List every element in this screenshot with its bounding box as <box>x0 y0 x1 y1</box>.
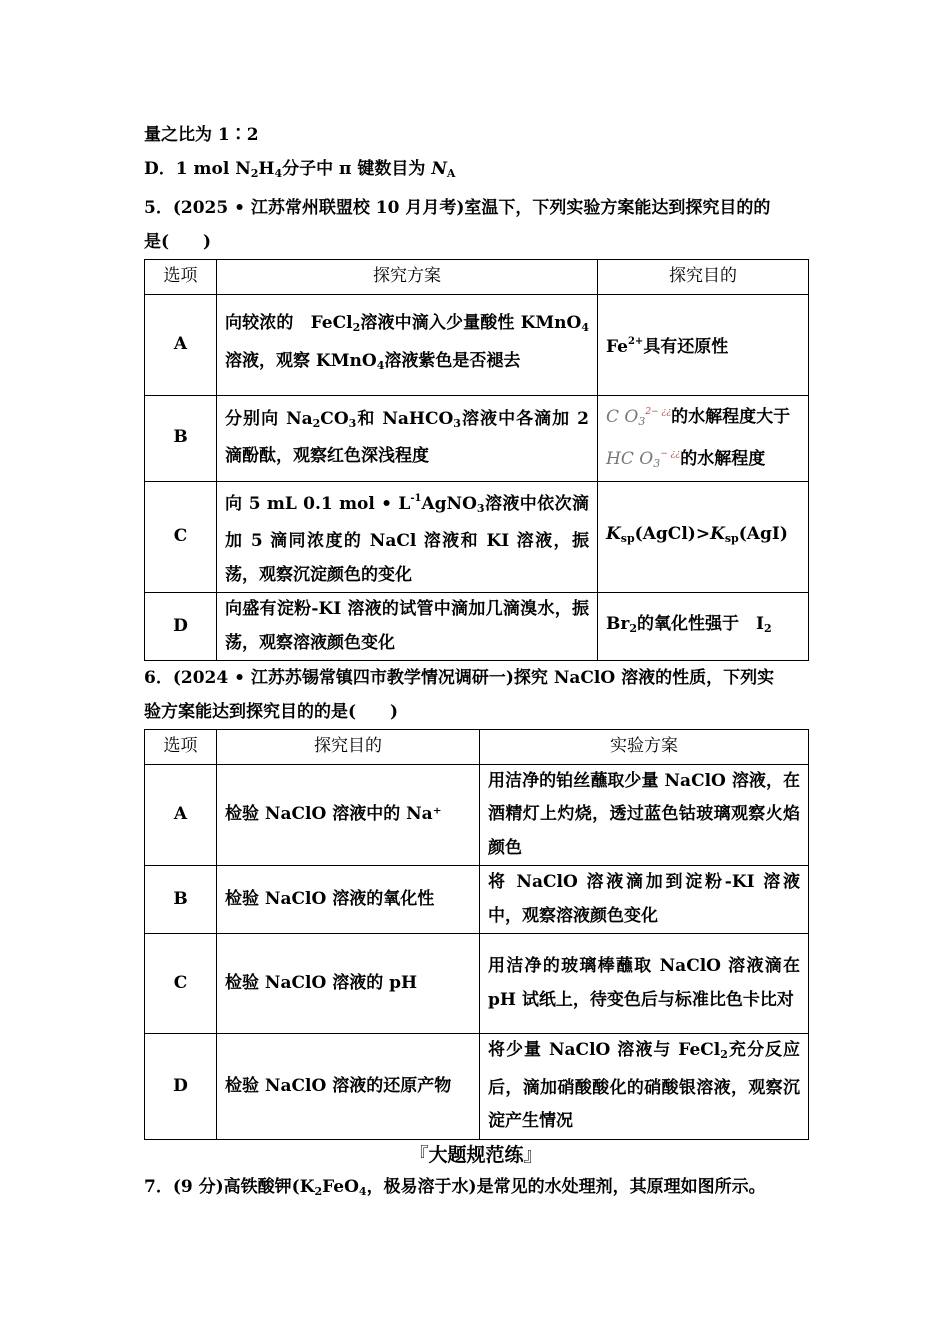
q6-row-d-option: D <box>145 1034 217 1140</box>
q6-row-a-goal: 检验 NaClO 溶液中的 Na⁺ <box>217 764 480 866</box>
q7-stem: 7．(9 分)高铁酸钾($K_2FeO_4$，极易溶于水)是常见的水处理剂，其原理如图所示。 <box>144 1176 766 1198</box>
q5-header-option: 选项 <box>145 260 217 295</box>
table-row <box>145 593 809 661</box>
table-row <box>145 764 809 866</box>
q6-row-c-option: C <box>145 934 217 1034</box>
q5-row-a-scheme: 向较浓的 FeCl$_2$溶液中滴入少量酸性 KMnO$_4$溶液，观察 KMnO$_4$溶液紫色是否褪去 <box>217 294 598 395</box>
q5-stem-line2: 是( ) <box>144 232 212 252</box>
q5-row-d-option: D <box>145 593 217 661</box>
q5-row-c-option: C <box>145 481 217 593</box>
document-page <box>144 118 808 1209</box>
table-row <box>145 481 809 593</box>
q4-option-d: D．1 mol $N_2H_4$分子中 π 键数目为 $N_A$ <box>144 159 456 180</box>
q5-row-a-goal: $Fe^{2+}$具有还原性 <box>598 294 809 395</box>
q6-stem-line1: 6．(2024 • 江苏苏锡常镇四市教学情况调研一)探究 NaClO 溶液的性质，下列实 <box>144 668 775 688</box>
q5-row-b-scheme: 分别向 $Na_2CO_3$和 NaHCO$_3$溶液中各滴加 2 滴酚酞，观察红色深浅程度 <box>217 395 598 481</box>
table-row <box>145 866 809 934</box>
q5-row-c-scheme: 向 5 mL 0.1 mol • $L^{-1}AgNO_3$溶液中依次滴加 5 滴同浓度的 NaCl 溶液和 KI 溶液，振荡，观察沉淀颜色的变化 <box>217 481 598 593</box>
q5-row-b-option: B <box>145 395 217 481</box>
bicarbonate-formula: HC $O_3^{- ¿¿}$ <box>606 449 681 470</box>
q5-table-header <box>145 260 809 295</box>
q6-row-b-option: B <box>145 866 217 934</box>
q6-table <box>144 729 809 1140</box>
q6-row-b-goal: 检验 NaClO 溶液的氧化性 <box>217 866 480 934</box>
q6-stem-line2: 验方案能达到探究目的的是( ) <box>144 702 399 722</box>
q5-header-scheme: 探究方案 <box>217 260 598 295</box>
q5-row-b-goal: C $O_3^{2- ¿¿}$的水解程度大于 HC $O_3^{- ¿¿}$的水解程度 <box>598 395 809 481</box>
q6-row-d-goal: 检验 NaClO 溶液的还原产物 <box>217 1034 480 1140</box>
q5-row-d-goal: $Br_2$的氧化性强于 $I_2$ <box>598 593 809 661</box>
q6-header-goal: 探究目的 <box>217 730 480 765</box>
carbonate-formula: C $O_3^{2- ¿¿}$ <box>606 406 672 428</box>
q6-header-option: 选项 <box>145 730 217 765</box>
q5-row-c-goal: $K_{sp}(AgCl)>K_{sp}(AgI)$ <box>598 481 809 593</box>
q5-header-goal: 探究目的 <box>598 260 809 295</box>
table-row <box>145 1034 809 1140</box>
q5-table <box>144 259 809 661</box>
q6-table-header <box>145 730 809 765</box>
table-row <box>145 934 809 1034</box>
table-row <box>145 294 809 395</box>
section-title: 大题规范练 <box>428 1143 524 1166</box>
q6-row-b-scheme: 将 NaClO 溶液滴加到淀粉-KI 溶液中，观察溶液颜色变化 <box>480 866 809 934</box>
q5-stem-line1: 5．(2025 • 江苏常州联盟校 10 月月考)室温下，下列实验方案能达到探究目的的 <box>144 198 771 218</box>
q6-row-d-scheme: 将少量 NaClO 溶液与 FeCl$_2$充分反应后，滴加硝酸酸化的硝酸银溶液，观察沉淀产生情况 <box>480 1034 809 1140</box>
q6-header-scheme: 实验方案 <box>480 730 809 765</box>
q6-row-c-scheme: 用洁净的玻璃棒蘸取 NaClO 溶液滴在 pH 试纸上，待变色后与标准比色卡比对 <box>480 934 809 1034</box>
q6-row-a-option: A <box>145 764 217 866</box>
q6-row-c-goal: 检验 NaClO 溶液的 pH <box>217 934 480 1034</box>
q4-option-c-continuation: 量之比为 1∶2 <box>144 125 259 145</box>
q5-row-d-scheme: 向盛有淀粉-KI 溶液的试管中滴加几滴溴水，振荡，观察溶液颜色变化 <box>217 593 598 661</box>
q6-row-a-scheme: 用洁净的铂丝蘸取少量 NaClO 溶液，在酒精灯上灼烧，透过蓝色钴玻璃观察火焰颜色 <box>480 764 809 866</box>
section-banner: 『大题规范练』 <box>409 1143 543 1166</box>
q5-row-a-option: A <box>145 294 217 395</box>
table-row <box>145 395 809 481</box>
